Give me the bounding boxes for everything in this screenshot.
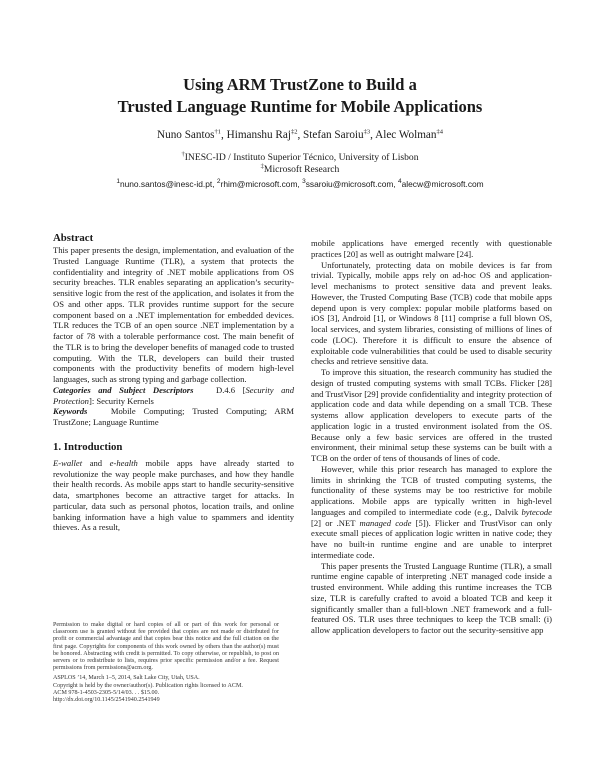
body-text: However, while this prior research has managed to explore the limits in shrinking the TCB of trusted computing systems, the functionality of these systems may be too restrictive for mobile applications. Mobile apps are typically written in high-level languages and compiled to intermediate code (e.g., Dalvik	[311, 463, 552, 517]
body-term: bytecode	[521, 506, 552, 517]
affiliation-text: INESC-ID / Instituto Superior Técnico, University of Lisbon	[184, 152, 419, 163]
affiliation-1	[0, 152, 600, 164]
categories	[53, 385, 294, 407]
permission-notice: Permission to make digital or hard copies of all or part of this work for personal or classroom use is granted without fee provided that copies are not made or distributed for profit or commercial advantage and that copies bear this notice and the full citation on the first page. Copyrights for components of this work owned by others than the author(s) must be honored. Abstracting with credit is permitted. To copy otherwise, or republish, to post on servers or to redistribute to lists, requires prior specific permission and/or a fee. Request permissions from permissions@acm.org.	[53, 622, 279, 672]
categories-label: Categories and Subject Descriptors	[53, 384, 194, 395]
categories-topic: Security and Protection	[53, 384, 295, 406]
intro-paragraph	[53, 458, 294, 533]
conference-info	[53, 675, 279, 704]
body-term: managed code	[359, 517, 412, 528]
intro-heading: 1. Introduction	[53, 440, 123, 453]
email: nuno.santos@inesc-id.pt,	[119, 179, 217, 189]
email: alecw@microsoft.com	[401, 179, 484, 189]
paper-title	[0, 74, 600, 118]
email: ssaroiu@microsoft.com,	[305, 179, 398, 189]
author-emails	[0, 179, 600, 190]
body-paragraph: Unfortunately, protecting data on mobile devices is far from trivial. Typically, mobile apps rely on ad-hoc OS and application-level mechanisms to protect sensitive data and prevent leaks. However, the Trusted Computing Base (TCB) code that mobile apps depend upon is very complex: popular mobile platforms based on iOS [3], Android [1], or Windows 8 [11] comprise a full blown OS, local services, and system libraries, consisting of millions of lines of code (LOC). Therefore it is difficult to ensure the absence of exploitable code vulnerabilities that could be used to disable security checks and retrieve sensitive data.	[311, 259, 552, 367]
copyright-footnote	[53, 622, 279, 704]
title-line-1: Using ARM TrustZone to Build a	[183, 75, 417, 94]
intro-term: E-wallet	[53, 457, 83, 468]
author-name: Nuno Santos	[157, 129, 215, 141]
affiliation-2	[0, 164, 600, 176]
intro-term: e-health	[109, 457, 138, 468]
categories-rest: ]: Security Kernels	[88, 395, 154, 406]
left-column	[53, 232, 294, 533]
author-mark: ‡3	[363, 128, 371, 136]
affiliation-mark: †	[181, 150, 185, 158]
body-paragraph: mobile applications have emerged recently with questionable practices [20] as well as outright malware [24].	[311, 238, 552, 259]
affiliation-mark: ‡	[260, 162, 264, 170]
body-paragraph: This paper presents the Trusted Language Runtime (TLR), a small runtime engine capable of interpreting .NET managed code inside a trusted environment. While adding this runtime increases the TCB size, TLR is carefully crafted to avoid a bloated TCB and keep it significantly smaller than a full-blown .NET framework and a full-featured OS. TLR uses three techniques to keep the TCB small: (i) allow application developers to factor out the security-sensitive app	[311, 560, 552, 635]
title-line-2: Trusted Language Runtime for Mobile Applications	[117, 97, 483, 116]
author-mark: ‡2	[290, 128, 298, 136]
keywords-text: Mobile Computing; Trusted Computing; ARM TrustZone; Language Runtime	[53, 406, 294, 427]
abstract-body: This paper presents the design, implementation, and evaluation of the Trusted Language Runtime (TLR), a system that protects the confidentiality and integrity of .NET mobile applications from OS security breaches. TLR enables separating an application’s security-sensitive logic from the rest of the application, and isolates it from the OS and other apps. TLR provides runtime support for the secure component based on a .NET implementation for embedded devices. TLR reduces the TCB of an open source .NET implementation by a factor of 78 with a tolerable performance cost. The main benefit of the TLR is to bring the developer benefits of managed code to trusted computing. With the TLR, developers can build their trusted components with the productivity benefits of modern high-level languages, such as strong typing and garbage collection.	[53, 245, 294, 384]
isbn-line: ACM 978-1-4503-2305-5/14/03. . . $15.00.	[53, 689, 160, 696]
keywords-label: Keywords	[53, 406, 88, 417]
author-mark: ‡4	[436, 128, 443, 136]
email-mark: 3	[302, 178, 306, 186]
body-text: [5]). Flicker and TrustVisor can only execute small pieces of application logic written in native code; they have no built-in runtime engine and are unable to interpret intermediate code.	[311, 517, 552, 560]
body-text: [2] or .NET	[311, 517, 360, 528]
keywords	[53, 406, 294, 428]
email-mark: 2	[216, 178, 221, 186]
email: rhim@microsoft.com,	[220, 179, 303, 189]
author-mark: †1	[214, 128, 222, 136]
body-paragraph	[311, 464, 552, 561]
doi-line: http://dx.doi.org/10.1145/2541940.2541949	[53, 697, 160, 704]
body-paragraph: To improve this situation, the research community has studied the design of trusted computing systems with small TCBs. Flicker [28] and TrustVisor [29] provide confidentiality and integrity protection of application code and data while depending on a small TCB. These systems allow application developers to execute parts of the application logic in a trusted environment isolated from the OS. Because only a few basic services are offered in the trusted environment, their minimal setup these systems can be built with a TCB on the order of tens of thousands of lines of code.	[311, 367, 552, 463]
conference-line: ASPLOS ’14, March 1–5, 2014, Salt Lake City, Utah, USA.	[53, 675, 200, 682]
copyright-line: Copyright is held by the owner/author(s). Publication rights licensed to ACM.	[53, 682, 243, 689]
author-name: Himanshu Raj	[226, 129, 291, 141]
right-column	[311, 238, 552, 636]
abstract-heading: Abstract	[53, 232, 94, 244]
author-name: Stefan Saroiu	[303, 129, 364, 141]
author-separator: ,	[297, 129, 304, 141]
author-separator: ,	[370, 129, 376, 141]
intro-conjunction: and	[82, 457, 110, 468]
affiliation-text: Microsoft Research	[263, 164, 340, 175]
author-separator: ,	[221, 129, 227, 141]
intro-text: mobile apps have already started to revolutionize the way people make purchases, and how they handle their health records. As mobile apps start to handle security-sensitive data, smartphones become an attractive target for attacks. In particular, data such as personal photos, location trails, and online banking information have a high value to spammers and identity thieves. As a result,	[53, 457, 294, 533]
affiliations	[0, 152, 600, 176]
author-list	[0, 129, 600, 142]
categories-code: D.4.6 [	[215, 384, 246, 395]
email-mark: 4	[398, 178, 402, 186]
author-name: Alec Wolman	[375, 129, 437, 141]
email-mark: 1	[116, 178, 120, 186]
